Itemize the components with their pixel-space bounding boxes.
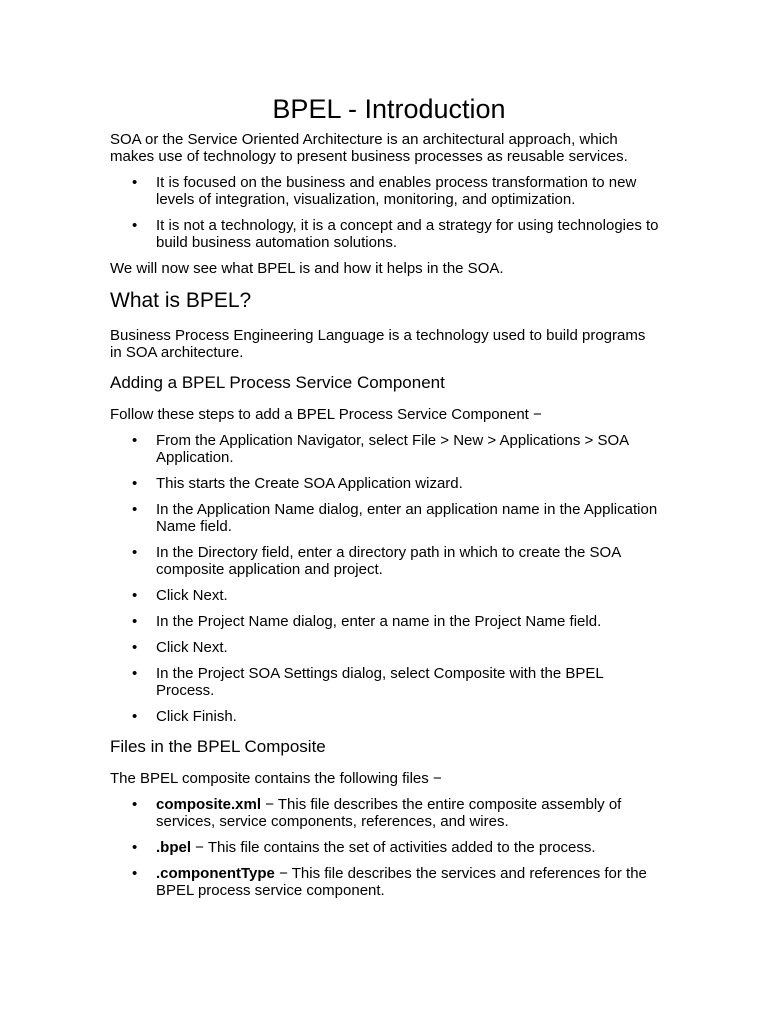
list-item: • In the Application Name dialog, enter an application name in the Application Name field.: [132, 501, 658, 535]
file-term: .componentType: [156, 865, 275, 882]
section-heading-adding: Adding a BPEL Process Service Component: [110, 373, 445, 392]
bullet-icon: •: [132, 587, 138, 604]
bullet-icon: •: [132, 544, 138, 561]
list-item: • It is not a technology, it is a concept and a strategy for using technologies to build business automation solutions.: [132, 217, 659, 251]
intro-paragraph: SOA or the Service Oriented Architecture is an architectural approach, which makes use of technology to present business processes as reusable services.: [110, 131, 628, 165]
list-item: • From the Application Navigator, select File > New > Applications > SOA Application.: [132, 432, 629, 466]
file-term: composite.xml: [156, 796, 262, 813]
bullet-icon: •: [132, 639, 138, 656]
list-item: [110, 865, 660, 899]
intro-closing: We will now see what BPEL is and how it helps in the SOA.: [110, 260, 504, 277]
file-desc: − This file describes the services and references for the BPEL process service component.: [156, 865, 647, 899]
list-item: [110, 796, 660, 830]
list-item: • In the Directory field, enter a directory path in which to create the SOA composite application and project.: [132, 544, 621, 578]
bullet-icon: •: [132, 432, 138, 449]
bullet-icon: •: [132, 796, 138, 813]
section-heading-files: Files in the BPEL Composite: [110, 737, 326, 756]
file-desc: − This file describes the entire composite assembly of services, service components, references, and wires.: [156, 796, 622, 830]
what-is-paragraph: Business Process Engineering Language is a technology used to build programs in SOA architecture.: [110, 327, 646, 361]
file-desc: − This file contains the set of activities added to the process.: [191, 839, 596, 856]
bullet-icon: •: [132, 708, 138, 725]
adding-paragraph: Follow these steps to add a BPEL Process Service Component −: [110, 406, 542, 423]
list-item: • In the Project Name dialog, enter a name in the Project Name field.: [132, 613, 602, 630]
files-list: [110, 796, 660, 899]
intro-bullet-list: [110, 174, 660, 251]
bullet-icon: •: [132, 174, 138, 191]
bullet-icon: •: [132, 665, 138, 682]
steps-list: [110, 432, 660, 725]
section-heading-what-is: What is BPEL?: [110, 289, 252, 312]
bullet-icon: •: [132, 475, 138, 492]
list-item: • This starts the Create SOA Application wizard.: [132, 475, 463, 492]
list-item: • In the Project SOA Settings dialog, select Composite with the BPEL Process.: [132, 665, 604, 699]
page-title: BPEL - Introduction: [272, 94, 506, 124]
bullet-icon: •: [132, 217, 138, 234]
bullet-icon: •: [132, 501, 138, 518]
files-paragraph: The BPEL composite contains the following files −: [110, 770, 442, 787]
bullet-icon: •: [132, 839, 138, 856]
list-item: [110, 839, 660, 856]
file-term: .bpel: [156, 839, 192, 856]
bullet-icon: •: [132, 865, 138, 882]
bullet-icon: •: [132, 613, 138, 630]
list-item: • Click Next.: [132, 639, 228, 656]
list-item: • Click Finish.: [132, 708, 237, 725]
list-item: • It is focused on the business and enables process transformation to new levels of integration, visualization, monitoring, and optimization.: [132, 174, 637, 208]
list-item: • Click Next.: [132, 587, 228, 604]
